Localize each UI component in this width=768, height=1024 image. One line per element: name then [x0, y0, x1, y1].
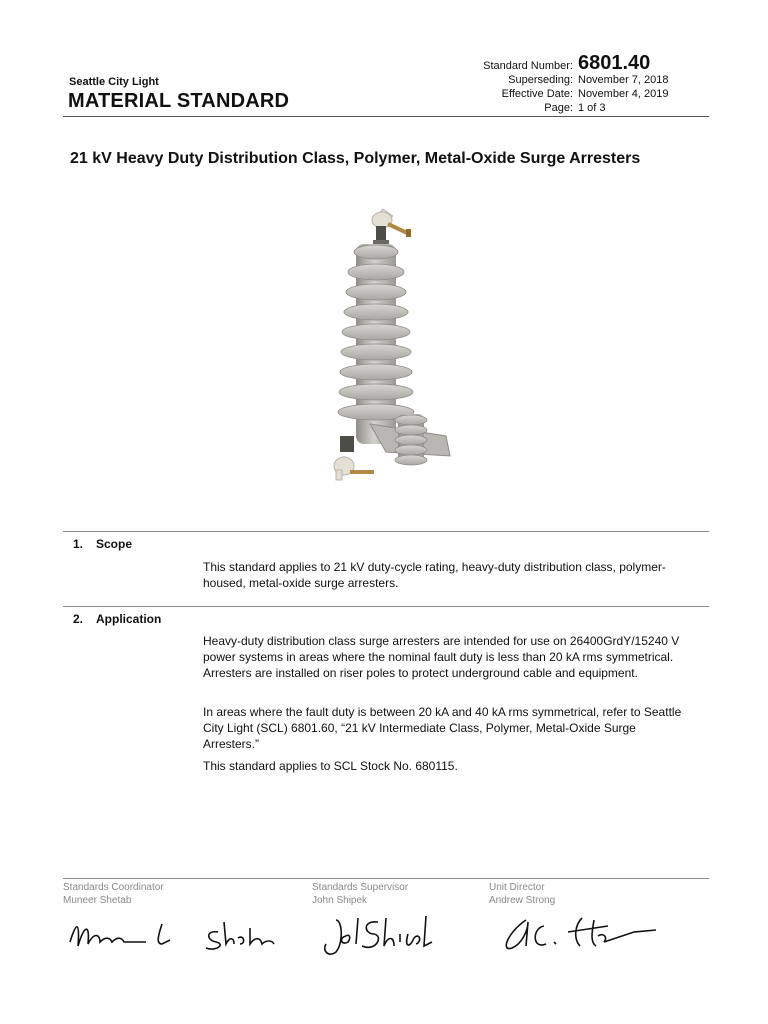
signature-rule [63, 878, 709, 879]
scope-paragraph: This standard applies to 21 kV duty-cycle rating, heavy-duty distribution class, polymer-housed, metal-oxide surge arresters. [203, 560, 666, 590]
section-heading-application [73, 612, 161, 626]
standard-number-label: Standard Number: [483, 60, 573, 72]
signature-supervisor [318, 912, 448, 958]
standard-number: 6801.40 [578, 52, 651, 74]
signature-director [498, 912, 658, 958]
organization-name: Seattle City Light [69, 76, 159, 88]
section-divider [63, 531, 709, 532]
application-paragraph-2: In areas where the fault duty is between 20 kA and 40 kA rms symmetrical, refer to Seattle City Light (SCL) 6801.60, “21 kV Intermediate Class, Polymer, Metal-Oxide Surge Arresters.” [203, 705, 682, 751]
signature-coordinator [66, 912, 286, 958]
section-heading-text: Application [96, 612, 162, 626]
effective-date: November 4, 2019 [578, 88, 669, 100]
page-number: 1 of 3 [578, 102, 606, 114]
application-paragraph-1: Heavy-duty distribution class surge arresters are intended for use on 26400GrdY/15240 V power systems in areas where the nominal fault duty is less than 20 kA rms symmetrical. Arresters are installed on riser poles to protect underground cable and equipment. [203, 634, 680, 680]
section-number: 2. [73, 612, 84, 626]
signatory-role: Standards Coordinator [63, 882, 164, 893]
header-rule [63, 116, 709, 117]
surge-arrester-photo [300, 200, 470, 500]
section-heading-scope [73, 537, 132, 551]
signature-block-supervisor [312, 881, 408, 907]
section-divider [63, 606, 709, 607]
section-heading-text: Scope [96, 537, 133, 551]
effective-date-label: Effective Date: [501, 88, 573, 100]
signature-block-coordinator [63, 881, 164, 907]
signatory-name: Muneer Shetab [63, 895, 132, 906]
main-housing [338, 244, 414, 444]
superseding-date: November 7, 2018 [578, 74, 669, 86]
section-number: 1. [73, 537, 84, 551]
signatory-role: Unit Director [489, 882, 545, 893]
document-type: MATERIAL STANDARD [68, 90, 290, 112]
signatory-name: John Shipek [312, 895, 368, 906]
superseding-label: Superseding: [508, 74, 573, 86]
weather-sheds [338, 245, 414, 420]
document-title: 21 kV Heavy Duty Distribution Class, Polymer, Metal-Oxide Surge Arresters [70, 150, 641, 167]
metadata-labels [483, 52, 573, 115]
signature-block-director [489, 881, 555, 907]
metadata-values [578, 52, 669, 115]
page-label: Page: [544, 102, 573, 114]
top-terminal [372, 209, 411, 246]
signatory-name: Andrew Strong [489, 895, 556, 906]
signatory-role: Standards Supervisor [312, 882, 409, 893]
application-paragraph-3: This standard applies to SCL Stock No. 680115. [203, 759, 458, 773]
